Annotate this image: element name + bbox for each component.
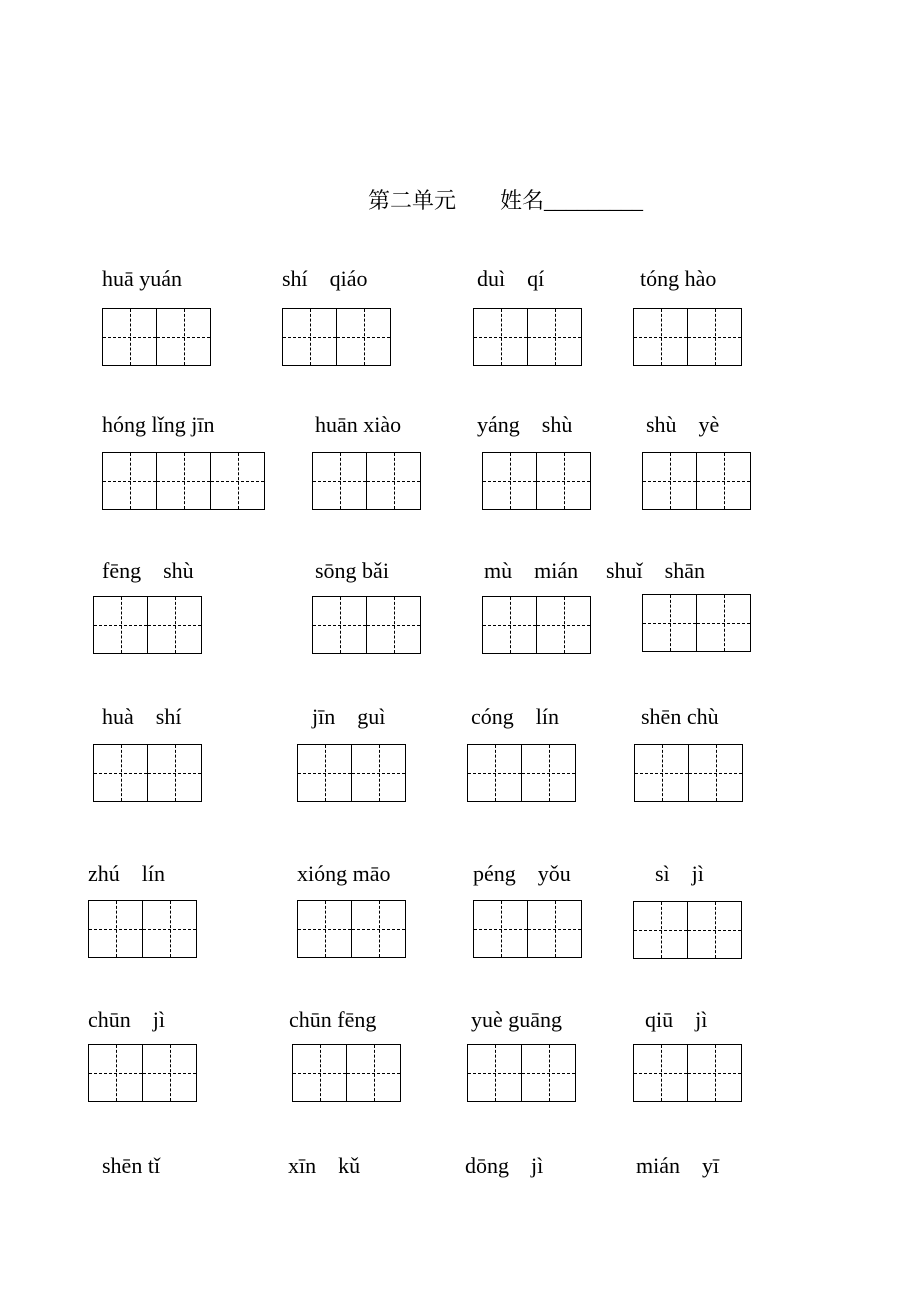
writing-cell[interactable] — [147, 744, 202, 802]
writing-grid[interactable] — [634, 744, 743, 802]
pinyin-label: shēn chù — [641, 704, 719, 729]
writing-cell[interactable] — [366, 452, 421, 510]
writing-cell[interactable] — [351, 900, 406, 958]
writing-grid[interactable] — [88, 1044, 197, 1102]
writing-cell[interactable] — [467, 744, 522, 802]
writing-cell[interactable] — [633, 901, 688, 959]
pinyin-label: zhú lín — [88, 861, 165, 886]
writing-grid[interactable] — [292, 1044, 401, 1102]
pinyin-label: hóng lǐng jīn — [102, 412, 215, 437]
writing-cell[interactable] — [536, 596, 591, 654]
writing-cell[interactable] — [482, 452, 537, 510]
writing-cell[interactable] — [527, 900, 582, 958]
pinyin-label: huān xiào — [315, 412, 402, 437]
writing-cell[interactable] — [210, 452, 265, 510]
writing-grid[interactable] — [102, 308, 211, 366]
pinyin-label: fēng shù — [102, 558, 194, 583]
pinyin-label: huā yuán — [102, 266, 183, 291]
writing-cell[interactable] — [147, 596, 202, 654]
writing-cell[interactable] — [312, 452, 367, 510]
writing-grid[interactable] — [642, 594, 751, 652]
writing-cell[interactable] — [687, 1044, 742, 1102]
writing-cell[interactable] — [696, 452, 751, 510]
writing-cell[interactable] — [687, 901, 742, 959]
writing-cell[interactable] — [142, 1044, 197, 1102]
writing-cell[interactable] — [88, 1044, 143, 1102]
pinyin-label: yuè guāng — [471, 1007, 563, 1032]
writing-grid[interactable] — [473, 308, 582, 366]
pinyin-label: chūn jì — [88, 1007, 165, 1032]
pinyin-label: qiū jì — [645, 1007, 708, 1032]
writing-cell[interactable] — [482, 596, 537, 654]
writing-cell[interactable] — [156, 308, 211, 366]
writing-grid[interactable] — [473, 900, 582, 958]
writing-cell[interactable] — [473, 900, 528, 958]
pinyin-label: tóng hào — [640, 266, 717, 291]
pinyin-label: péng yǒu — [473, 861, 571, 886]
writing-cell[interactable] — [93, 596, 148, 654]
writing-cell[interactable] — [312, 596, 367, 654]
pinyin-label: chūn fēng — [289, 1007, 377, 1032]
writing-grid[interactable] — [482, 596, 591, 654]
pinyin-label: huà shí — [102, 704, 182, 729]
writing-cell[interactable] — [336, 308, 391, 366]
pinyin-label: shù yè — [646, 412, 720, 437]
writing-grid[interactable] — [312, 596, 421, 654]
writing-cell[interactable] — [696, 594, 751, 652]
pinyin-label: jīn guì — [312, 704, 386, 729]
writing-cell[interactable] — [346, 1044, 401, 1102]
writing-cell[interactable] — [633, 1044, 688, 1102]
pinyin-label: sì jì — [655, 861, 704, 886]
writing-grid[interactable] — [88, 900, 197, 958]
writing-grid[interactable] — [467, 744, 576, 802]
writing-grid[interactable] — [642, 452, 751, 510]
writing-grid[interactable] — [93, 596, 202, 654]
writing-cell[interactable] — [93, 744, 148, 802]
writing-grid[interactable] — [282, 308, 391, 366]
writing-cell[interactable] — [687, 308, 742, 366]
writing-cell[interactable] — [688, 744, 743, 802]
writing-cell[interactable] — [297, 744, 352, 802]
writing-cell[interactable] — [142, 900, 197, 958]
writing-cell[interactable] — [642, 594, 697, 652]
pinyin-label: mián yī — [636, 1153, 720, 1178]
pinyin-label: shuǐ shān — [606, 558, 706, 583]
writing-grid[interactable] — [633, 1044, 742, 1102]
writing-cell[interactable] — [467, 1044, 522, 1102]
writing-cell[interactable] — [351, 744, 406, 802]
pinyin-label: cóng lín — [471, 704, 559, 729]
writing-cell[interactable] — [292, 1044, 347, 1102]
writing-cell[interactable] — [634, 744, 689, 802]
writing-cell[interactable] — [527, 308, 582, 366]
writing-grid[interactable] — [633, 901, 742, 959]
pinyin-label: sōng bǎi — [315, 558, 389, 583]
writing-grid[interactable] — [297, 744, 406, 802]
writing-cell[interactable] — [521, 1044, 576, 1102]
pinyin-label: yáng shù — [477, 412, 573, 437]
writing-cell[interactable] — [633, 308, 688, 366]
pinyin-label: dōng jì — [465, 1153, 544, 1178]
writing-cell[interactable] — [536, 452, 591, 510]
writing-cell[interactable] — [88, 900, 143, 958]
writing-grid[interactable] — [297, 900, 406, 958]
writing-cell[interactable] — [102, 452, 157, 510]
pinyin-label: xīn kǔ — [288, 1153, 361, 1178]
writing-grid[interactable] — [633, 308, 742, 366]
pinyin-label: duì qí — [477, 266, 545, 291]
writing-cell[interactable] — [366, 596, 421, 654]
writing-grid[interactable] — [312, 452, 421, 510]
writing-cell[interactable] — [297, 900, 352, 958]
writing-grid[interactable] — [93, 744, 202, 802]
writing-cell[interactable] — [642, 452, 697, 510]
writing-cell[interactable] — [102, 308, 157, 366]
pinyin-label: shēn tǐ — [102, 1153, 161, 1178]
pinyin-label: shí qiáo — [282, 266, 368, 291]
writing-grid[interactable] — [467, 1044, 576, 1102]
pinyin-label: mù mián — [484, 558, 579, 583]
worksheet-title: 第二单元 姓名_________ — [368, 188, 644, 213]
writing-cell[interactable] — [473, 308, 528, 366]
writing-grid[interactable] — [482, 452, 591, 510]
pinyin-label: xióng māo — [297, 861, 391, 886]
writing-grid[interactable] — [102, 452, 265, 510]
writing-cell[interactable] — [521, 744, 576, 802]
writing-cell[interactable] — [156, 452, 211, 510]
writing-cell[interactable] — [282, 308, 337, 366]
